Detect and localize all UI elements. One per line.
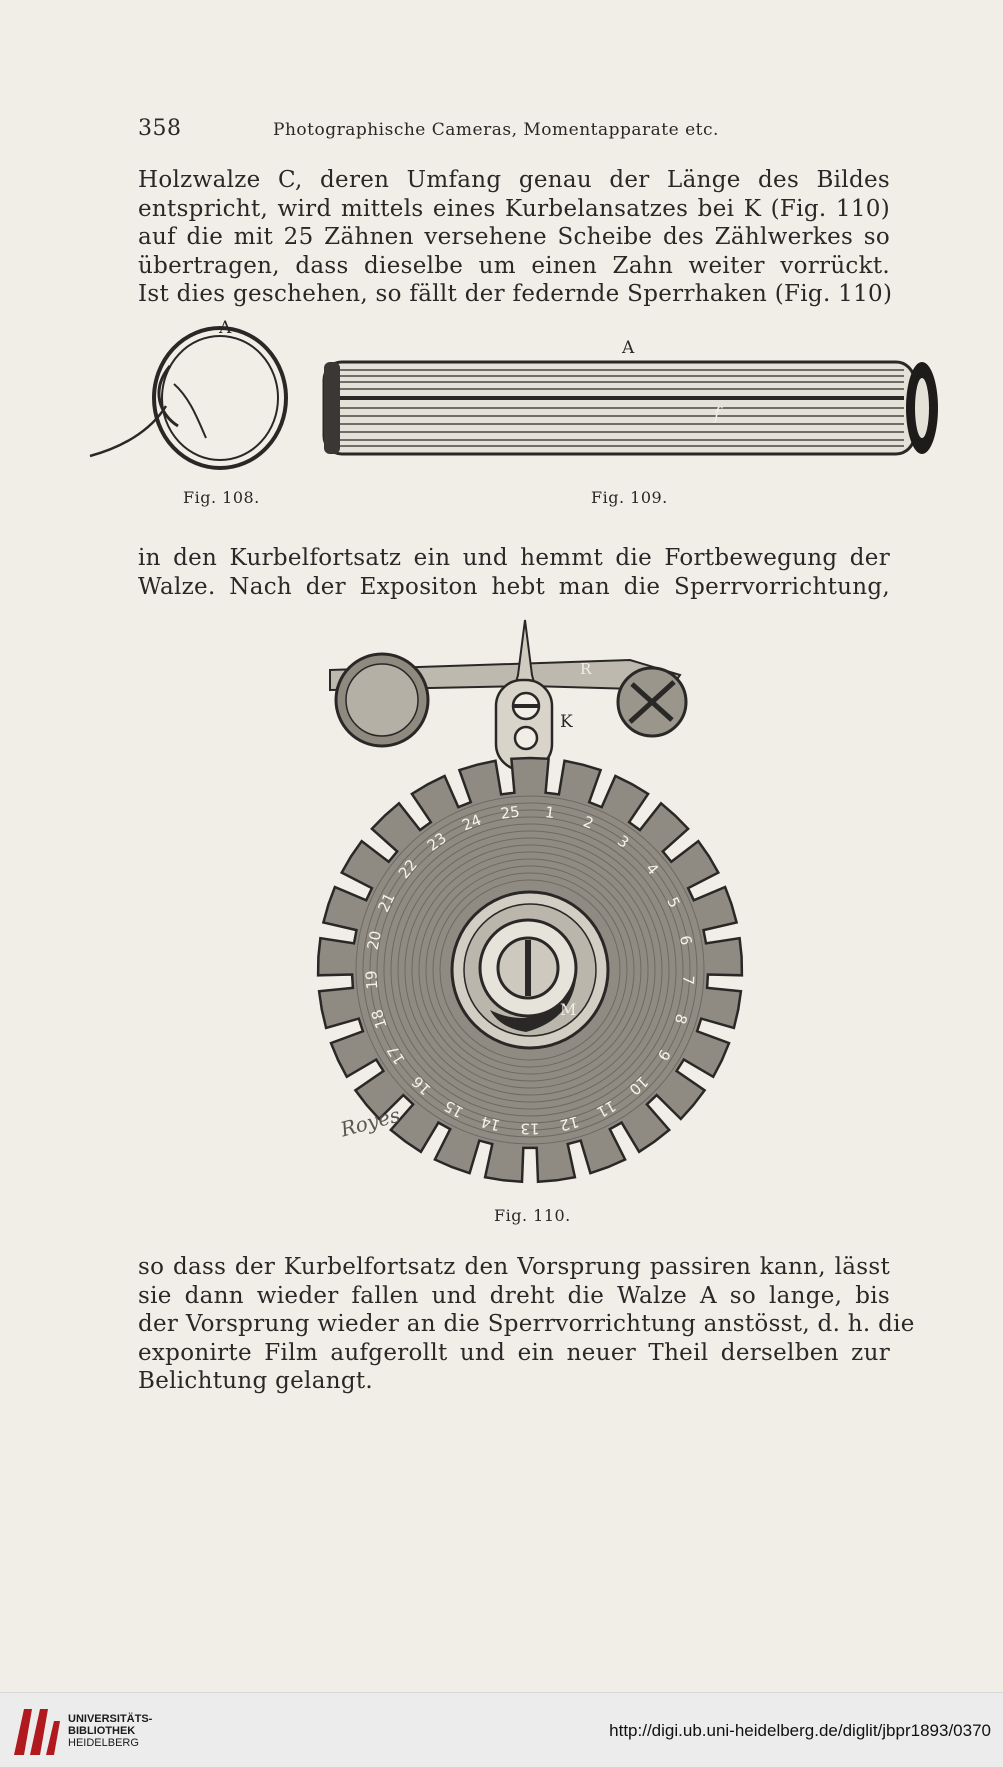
dial-number: 25 [499,802,521,823]
text-line: Belichtung gelangt. [138,1368,374,1394]
dial-number: 1 [543,803,556,823]
permalink-url[interactable]: http://digi.ub.uni-heidelberg.de/diglit/jbpr1893/0370 [609,1721,991,1740]
dial-number: 12 [557,1112,581,1135]
figure-109-roller [314,358,939,460]
institution-line: BIBLIOTHEK [68,1725,136,1737]
dial-number: 10 [625,1072,652,1099]
dial-number: 21 [374,890,399,915]
fig108-label-a: A [219,318,232,338]
dial-number: 7 [678,974,698,986]
figure-108-ring [90,320,300,480]
paragraph-2 [138,544,890,601]
dial-number: 11 [593,1096,620,1122]
university-logo-icon [10,1703,62,1759]
fig110-caption: Fig. 110. [494,1206,571,1225]
fig110-label-m: M [560,1000,577,1019]
text-line: Ist dies geschehen, so fällt der federnde Sperrhaken (Fig. 110) [138,281,893,307]
text-line: exponirte Film aufgerollt und ein neuer Theil derselben zur [138,1339,890,1366]
fig108-caption: Fig. 108. [183,488,260,507]
fig110-label-r: R [580,660,592,678]
dial-number: 24 [459,810,484,835]
dial-number: 14 [479,1112,503,1135]
dial-number: 9 [653,1046,674,1064]
dial-number: 18 [367,1007,391,1031]
text-line: Holzwalze C, deren Umfang genau der Länge des Bildes [138,167,890,193]
dial-number: 6 [675,933,696,947]
library-footer [0,1692,1003,1767]
text-line: sie dann wieder fallen und dreht die Walze A so lange, bis [138,1282,890,1309]
text-line: entspricht, wird mittels eines Kurbelansatzes bei K (Fig. 110) [138,195,890,222]
page-number: 358 [138,116,182,141]
dial-number: 2 [580,812,597,833]
fig109-label-a: A [622,338,635,358]
text-line: der Vorsprung wieder an die Sperrvorrichtung anstösst, d. h. die [138,1311,915,1337]
text-line: übertragen, dass dieselbe um einen Zahn weiter vorrückt. [138,252,890,279]
dial-number: 4 [642,859,663,879]
dial-number: 16 [408,1072,435,1099]
dial-number: 3 [614,831,633,852]
text-line: in den Kurbelfortsatz ein und hemmt die Fortbewegung der [138,545,890,571]
running-title: Photographische Cameras, Momentapparate etc. [273,120,719,140]
text-line: so dass der Kurbelfortsatz den Vorsprung passiren kann, lässt [138,1254,890,1280]
fig109-label-f: f [714,404,721,424]
fig110-label-k: K [560,712,573,732]
dial-number: 15 [440,1096,467,1122]
dial-number: 5 [663,894,684,911]
page-header [138,112,778,142]
institution-name [68,1713,152,1749]
paragraph-1 [138,166,893,309]
text-line: Walze. Nach der Expositon hebt man die Sperrvorrichtung, [138,573,890,600]
dial-number: 8 [670,1011,691,1027]
dial-number: 20 [363,929,385,952]
engraver-signature: Royes [337,1102,403,1142]
fig109-caption: Fig. 109. [591,488,668,507]
dial-number: 19 [362,969,382,991]
text-line: auf die mit 25 Zähnen versehene Scheibe des Zählwerkes so [138,224,890,250]
dial-number: 23 [423,828,450,855]
institution-line: UNIVERSITÄTS- [68,1713,153,1725]
institution-line: HEIDELBERG [68,1737,139,1749]
dial-number: 13 [520,1119,540,1138]
dial-number: 17 [383,1042,409,1068]
paragraph-3 [138,1253,915,1396]
dial-number: 22 [394,855,421,883]
